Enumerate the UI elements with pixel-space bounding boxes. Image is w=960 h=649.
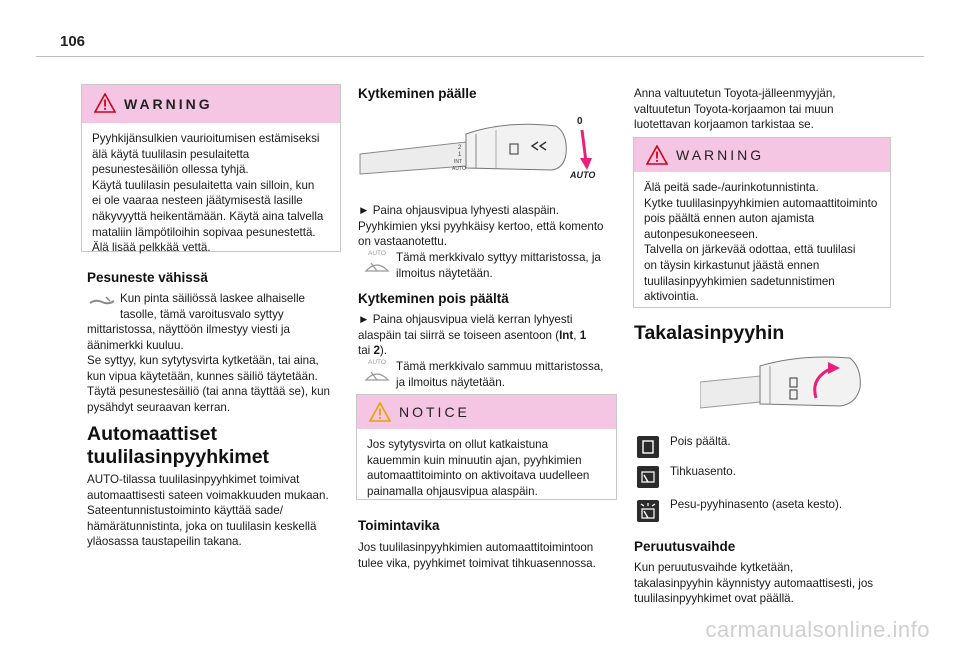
warning-header bbox=[82, 85, 340, 123]
washer-text: mittaristossa, näyttöön ilmestyy viesti ja äänimerkki kuuluu. Se syttyy, kun sytytysvirta kytketään, tai aina, kun vipua käytetään, kunnes säiliö täytetään. Täytä pesunestesäiliö (tai anna täyttää se), kun pysähdyt seuraavan kerran. bbox=[87, 323, 330, 414]
switch-off-heading: Kytkeminen pois päältä bbox=[358, 291, 509, 306]
rear-wiper-off-icon bbox=[637, 436, 659, 458]
washer-warning-icon bbox=[88, 294, 116, 308]
rear-wiper-lever-illustration bbox=[700, 352, 870, 422]
notice-box bbox=[356, 394, 617, 500]
wiper-lever-illustration bbox=[356, 112, 606, 192]
page-number: 106 bbox=[60, 33, 86, 50]
warning-body-2: Älä peitä sade-/aurinkotunnistinta. Kytke tuulilasinpyyhkimien automaattitoiminto pois päältä ennen auton ajamista autonpesukoneeseen. Talvella on järkevää odottaa, että tuulilasi on täysin kirkastunut jäästä ennen tuulilasinpyyhkimien sadetunnistimen aktivointia. bbox=[644, 181, 878, 304]
auto-indicator-label-off: AUTO bbox=[368, 359, 386, 366]
auto-wipers-heading-line1: Automaattiset bbox=[87, 423, 218, 445]
auto-wipers-heading bbox=[87, 423, 349, 469]
intro-text: Anna valtuutetun Toyota-jälleenmyyjän, valtuutetun Toyota-korjaamon tai muun luotettavan korjaamon tarkistaa se. bbox=[634, 87, 836, 132]
switch-off-tai: tai bbox=[358, 344, 371, 358]
switch-off-one: 1 bbox=[579, 328, 587, 342]
warning-body: Pyyhkijänsulkien vaurioitumisen estämiseksi älä käytä tuulilasin pesulaitetta pesunestesäiliön ollessa tyhjä. Käytä tuulilasin pesulaitetta vain silloin, kun ei ole vaaraa nesteen jäätymisestä lasille näkyvyyttä heikentämään. Käytä aina talvella mataliin lämpötiloihin sopivaa pesunestettä. Älä lisää pelkkää vettä. bbox=[92, 132, 324, 255]
switch-off-text-a: ► Paina ohjausvipua vielä kerran lyhyesti alaspäin tai siirrä se toiseen asentoon ( bbox=[358, 313, 573, 342]
reverse-text: Kun peruutusvaihde kytketään, takalasinpyyhin käynnistyy automaattisesti, jos tuulilasinpyyhkimet ovat päällä. bbox=[634, 561, 874, 606]
warning-triangle-icon bbox=[646, 145, 668, 165]
warning-box-sensor bbox=[633, 137, 891, 308]
warning-triangle-icon bbox=[94, 93, 116, 113]
wiper-auto-icon bbox=[362, 366, 392, 384]
fault-text: Jos tuulilasinpyyhkimien automaattitoimintoon tulee vika, pyyhkimet toimivat tihkuasennossa. bbox=[358, 541, 596, 570]
notice-triangle-icon bbox=[369, 402, 391, 422]
fault-heading: Toimintavika bbox=[358, 518, 440, 533]
switch-on-indent: Tämä merkkivalo syttyy mittaristossa, ja ilmoitus näytetään. bbox=[396, 251, 601, 280]
watermark: carmanualsonline.info bbox=[705, 617, 930, 642]
lever-label-two: 2 bbox=[458, 145, 462, 151]
switch-on-heading: Kytkeminen päälle bbox=[358, 86, 477, 101]
switch-off-comma: , bbox=[573, 328, 580, 342]
auto-indicator-label: AUTO bbox=[368, 250, 386, 257]
auto-wipers-heading-line2: tuulilasinpyyhkimet bbox=[87, 446, 270, 468]
warning-title-2: WARNING bbox=[676, 147, 765, 163]
rear-wiper-intermittent-icon bbox=[637, 466, 659, 488]
auto-indicator-on bbox=[362, 250, 392, 276]
notice-header bbox=[357, 395, 616, 429]
washer-heading: Pesuneste vähissä bbox=[87, 270, 208, 285]
warning-box-washer bbox=[81, 84, 341, 255]
notice-body: Jos sytytysvirta on ollut katkaistuna kauemmin kuin minuutin ajan, pyyhkimien automaattitoiminto on aktivoitava uudelleen painamalla ohjausvipua alaspäin. bbox=[367, 438, 590, 498]
option-wash: Pesu-pyyhinasento (aseta kesto). bbox=[670, 498, 843, 511]
option-off: Pois päältä. bbox=[670, 435, 731, 448]
auto-wipers-text: AUTO-tilassa tuulilasinpyyhkimet toimivat automaattisesti sateen voimakkuuden mukaan. Sateentunnistustoiminto käyttää sade/ hämärätunnistinta, joka on tuulilasin keskellä yläosassa taustapeilin takana. bbox=[87, 473, 329, 549]
rear-wiper-heading: Takalasinpyyhin bbox=[634, 322, 785, 344]
warning-header-2 bbox=[634, 138, 890, 172]
auto-indicator-off bbox=[362, 359, 392, 385]
lever-label-one: 1 bbox=[458, 152, 462, 158]
lever-label-auto: AUTO bbox=[570, 170, 596, 180]
header-divider bbox=[36, 56, 924, 57]
warning-title: WARNING bbox=[124, 96, 213, 112]
switch-off-two: 2 bbox=[373, 344, 380, 358]
wiper-auto-icon bbox=[362, 257, 392, 275]
reverse-heading: Peruutusvaihde bbox=[634, 539, 736, 554]
lever-label-auto-small: AUTO bbox=[452, 166, 466, 172]
switch-off-int: Int bbox=[559, 328, 574, 342]
switch-off-indent: Tämä merkkivalo sammuu mittaristossa, ja ilmoitus näytetään. bbox=[396, 360, 604, 389]
switch-off-text bbox=[358, 312, 620, 359]
switch-off-close: ). bbox=[379, 344, 388, 358]
lever-label-int: INT bbox=[454, 159, 463, 165]
notice-title: NOTICE bbox=[399, 404, 470, 420]
washer-text-indent: Kun pinta säiliössä laskee alhaiselle tasolle, tämä varoitusvalo syttyy bbox=[120, 292, 305, 321]
switch-on-text: ► Paina ohjausvipua lyhyesti alaspäin. Pyyhkimien yksi pyyhkäisy kertoo, että komento on vastaanotettu. bbox=[358, 204, 604, 249]
option-intermittent: Tihkuasento. bbox=[670, 465, 736, 478]
lever-label-zero: 0 bbox=[577, 116, 583, 127]
rear-washer-icon bbox=[637, 500, 659, 522]
